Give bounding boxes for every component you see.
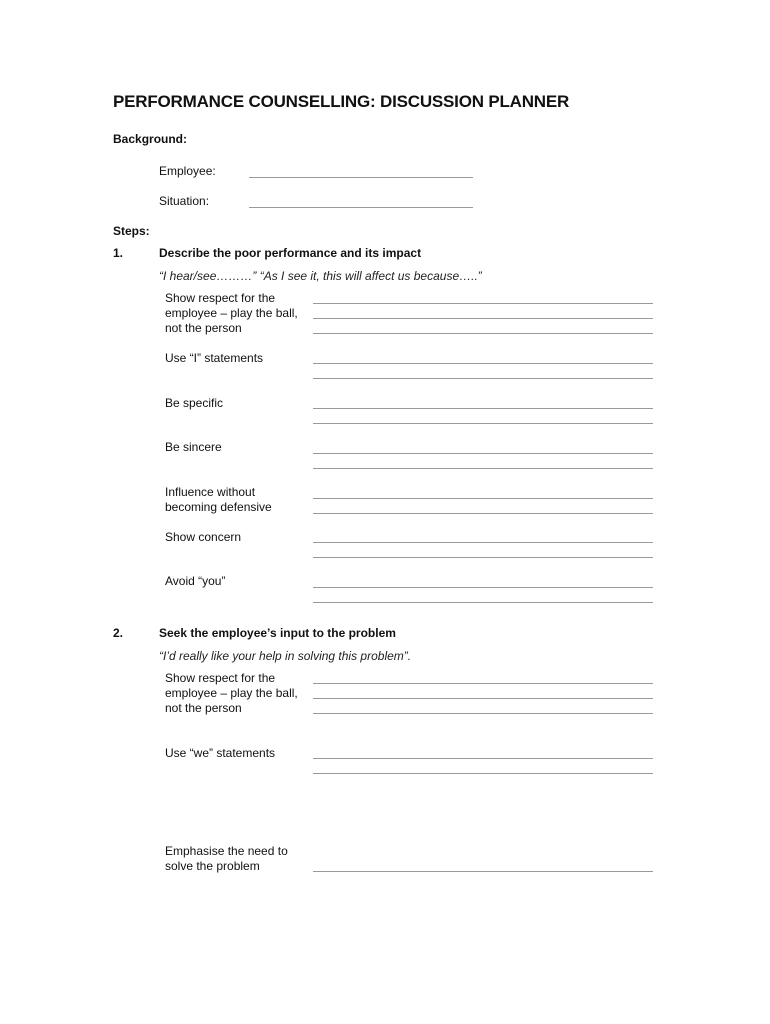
employee-label: Employee:: [159, 164, 216, 178]
step-1-specific-field-1[interactable]: [313, 396, 653, 408]
step-1-influence-field-1[interactable]: [313, 486, 653, 498]
step-1-sincere-field-2[interactable]: [313, 456, 653, 468]
write-line: [313, 542, 653, 543]
step-1-influence-field-2[interactable]: [313, 501, 653, 513]
step-1-respect-field-1[interactable]: [313, 291, 653, 303]
write-line: [313, 871, 653, 872]
write-line: [313, 303, 653, 304]
step-1-sincere-field-1[interactable]: [313, 441, 653, 453]
write-line: [313, 513, 653, 514]
step-1-tip-specific: Be specific: [165, 396, 224, 410]
page-title: PERFORMANCE COUNSELLING: DISCUSSION PLANNER: [113, 92, 570, 111]
step-1-tip-avoid-you: Avoid “you”: [165, 574, 226, 588]
write-line: [313, 713, 653, 714]
step-1-tip-sincere: Be sincere: [165, 440, 222, 454]
step-1-quote: “I hear/see………” “As I see it, this will affect us because…..”: [159, 269, 482, 283]
write-line: [313, 453, 653, 454]
employee-field-line: [249, 177, 473, 178]
step-2-number: 2.: [113, 626, 124, 640]
write-line: [313, 683, 653, 684]
write-line: [313, 363, 653, 364]
step-2-tip-we-statements: Use “we” statements: [165, 746, 276, 760]
step-1-i-statements-field-1[interactable]: [313, 351, 653, 363]
write-line: [313, 557, 653, 558]
step-2-we-statements-field-2[interactable]: [313, 761, 653, 773]
situation-field-line: [249, 207, 473, 208]
step-1-tip-influence: Influence without becoming defensive: [165, 485, 272, 514]
step-2-solve-field-1[interactable]: [313, 859, 653, 871]
step-1-tip-concern: Show concern: [165, 530, 242, 544]
write-line: [313, 468, 653, 469]
write-line: [313, 408, 653, 409]
write-line: [313, 773, 653, 774]
situation-label: Situation:: [159, 194, 210, 208]
step-1-tip-i-statements: Use “I” statements: [165, 351, 264, 365]
background-heading: Background:: [113, 132, 188, 146]
step-1-respect-field-3[interactable]: [313, 321, 653, 333]
write-line: [313, 587, 653, 588]
write-line: [313, 333, 653, 334]
step-1-specific-field-2[interactable]: [313, 411, 653, 423]
write-line: [313, 378, 653, 379]
step-1-number: 1.: [113, 246, 124, 260]
write-line: [313, 423, 653, 424]
step-2-tip-respect: Show respect for the employee – play the ball, not the person: [165, 671, 298, 715]
step-1-respect-field-2[interactable]: [313, 306, 653, 318]
step-1-concern-field-1[interactable]: [313, 530, 653, 542]
step-2-respect-field-3[interactable]: [313, 701, 653, 713]
steps-heading: Steps:: [113, 224, 150, 238]
step-2-tip-solve: Emphasise the need to solve the problem: [165, 844, 288, 873]
step-1-avoid-you-field-2[interactable]: [313, 590, 653, 602]
step-1-avoid-you-field-1[interactable]: [313, 575, 653, 587]
write-line: [313, 318, 653, 319]
write-line: [313, 698, 653, 699]
employee-field[interactable]: [249, 163, 473, 177]
write-line: [313, 602, 653, 603]
step-2-respect-field-2[interactable]: [313, 686, 653, 698]
step-1-tip-respect: Show respect for the employee – play the ball, not the person: [165, 291, 298, 335]
step-1-i-statements-field-2[interactable]: [313, 366, 653, 378]
step-2-respect-field-1[interactable]: [313, 671, 653, 683]
write-line: [313, 758, 653, 759]
step-2-we-statements-field-1[interactable]: [313, 746, 653, 758]
step-2-title: Seek the employee’s input to the problem: [159, 626, 396, 640]
step-1-title: Describe the poor performance and its impact: [159, 246, 422, 260]
step-1-concern-field-2[interactable]: [313, 545, 653, 557]
write-line: [313, 498, 653, 499]
step-2-quote: “I’d really like your help in solving this problem”.: [159, 649, 412, 663]
situation-field[interactable]: [249, 193, 473, 207]
